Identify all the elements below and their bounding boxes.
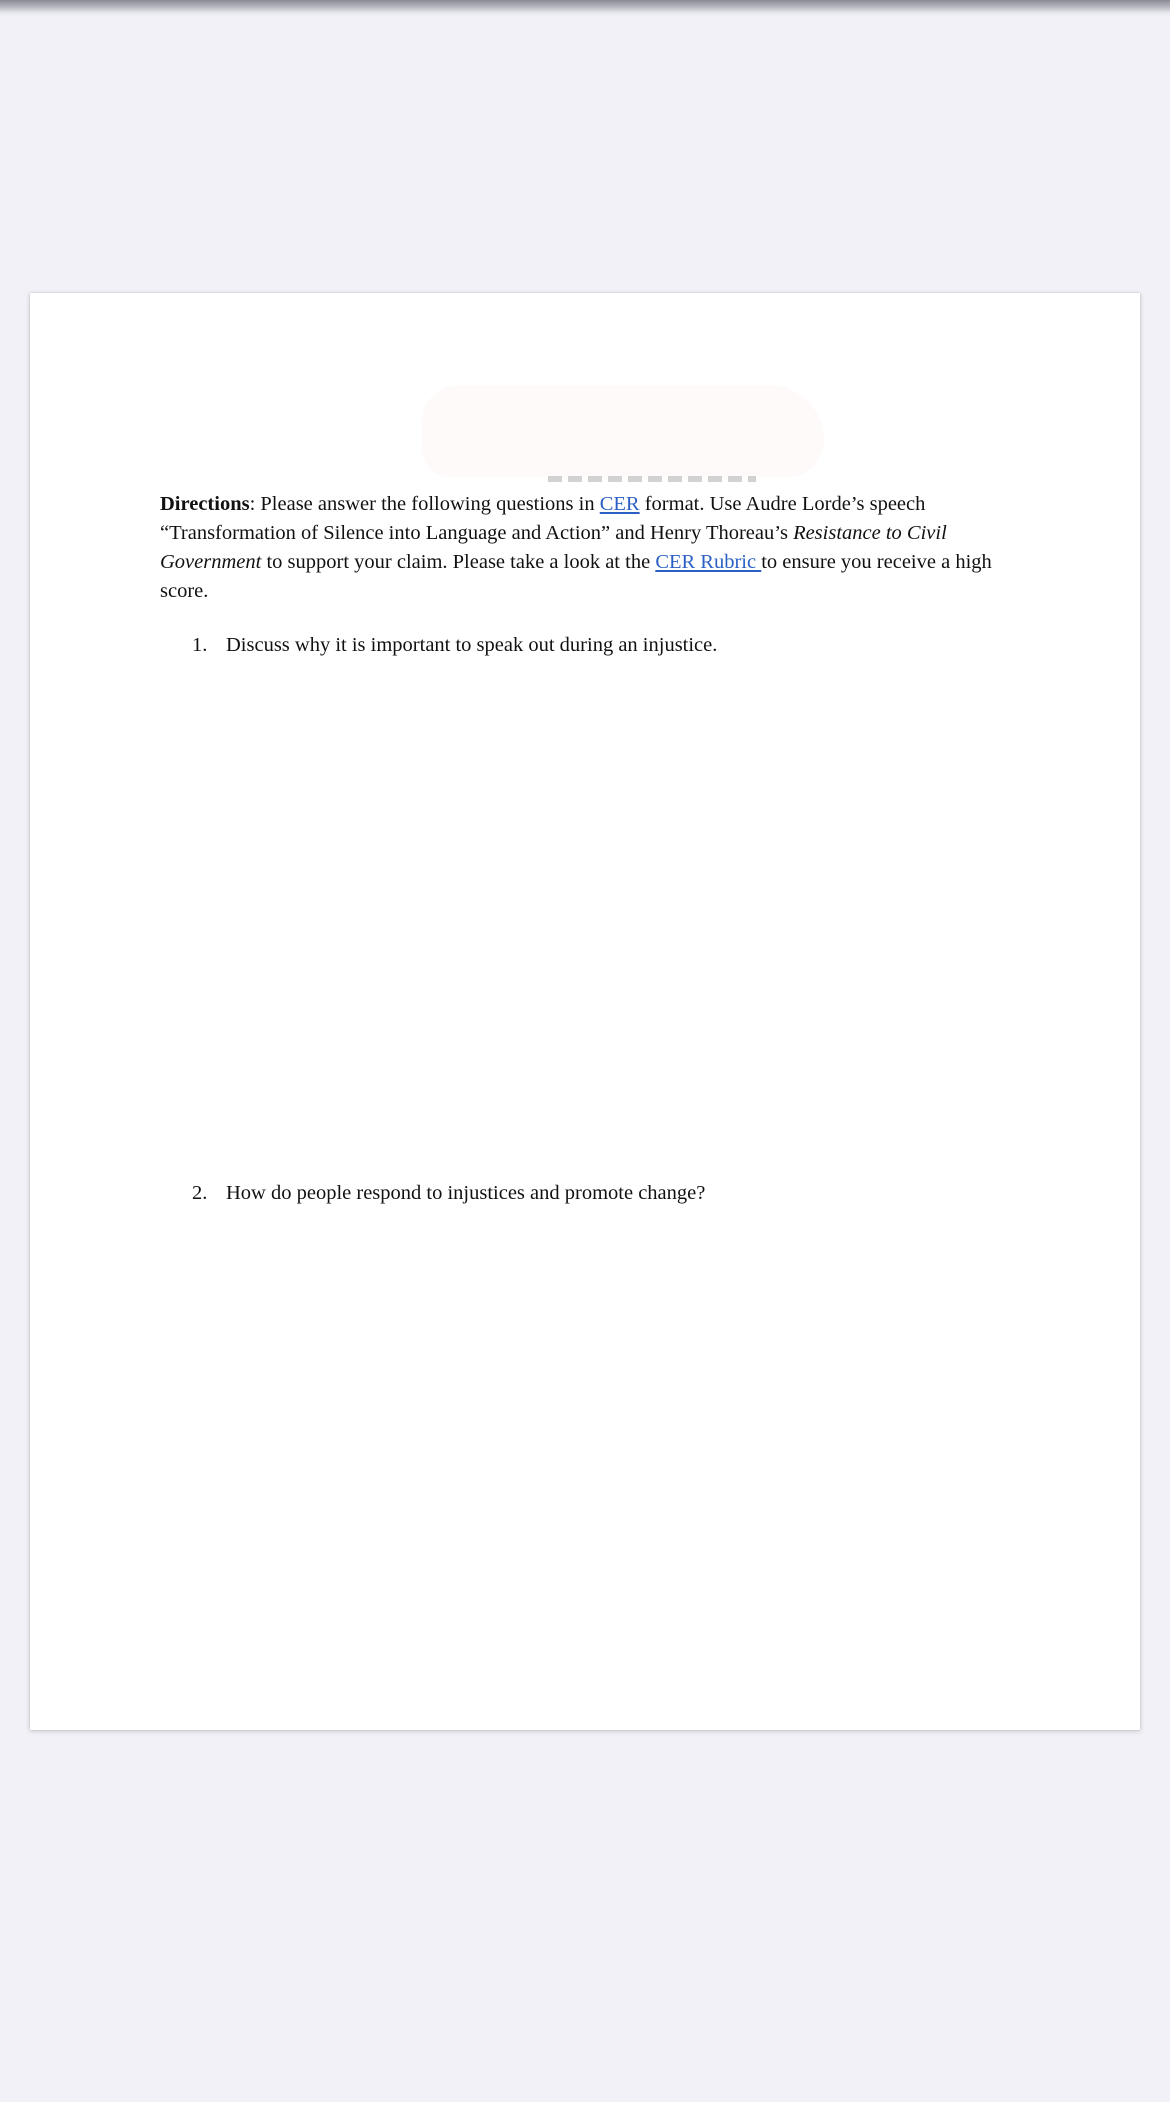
directions-text-1: : Please answer the following questions in (249, 493, 600, 515)
directions-paragraph (160, 490, 1040, 606)
redacted-area (422, 385, 824, 477)
answer-area-2[interactable] (160, 1221, 1040, 1701)
answer-area-1[interactable] (160, 673, 1040, 1153)
window-top-shadow (0, 0, 1170, 16)
question-text: Discuss why it is important to speak out during an injustice. (226, 634, 718, 656)
obscured-heading-fragment (548, 476, 756, 482)
document-page (30, 293, 1140, 1730)
directions-label: Directions (160, 493, 250, 515)
question-2 (192, 1179, 705, 1208)
thoreau-title: Resistance to Civil Government (160, 522, 947, 573)
cer-link[interactable]: CER (599, 493, 640, 515)
directions-text-2: format. Use Audre Lorde’s speech “Transformation of Silence into Language and Action” and Henry Thoreau’s (160, 493, 926, 544)
directions-text-3: to support your claim. Please take a look at the (261, 551, 656, 573)
question-1 (192, 631, 717, 660)
question-text: How do people respond to injustices and promote change? (226, 1182, 706, 1204)
question-number: 2. (192, 1182, 208, 1204)
question-number: 1. (192, 634, 208, 656)
cer-rubric-link[interactable]: CER Rubric (655, 551, 762, 573)
directions-text-4: to ensure you receive a high score. (160, 551, 992, 602)
